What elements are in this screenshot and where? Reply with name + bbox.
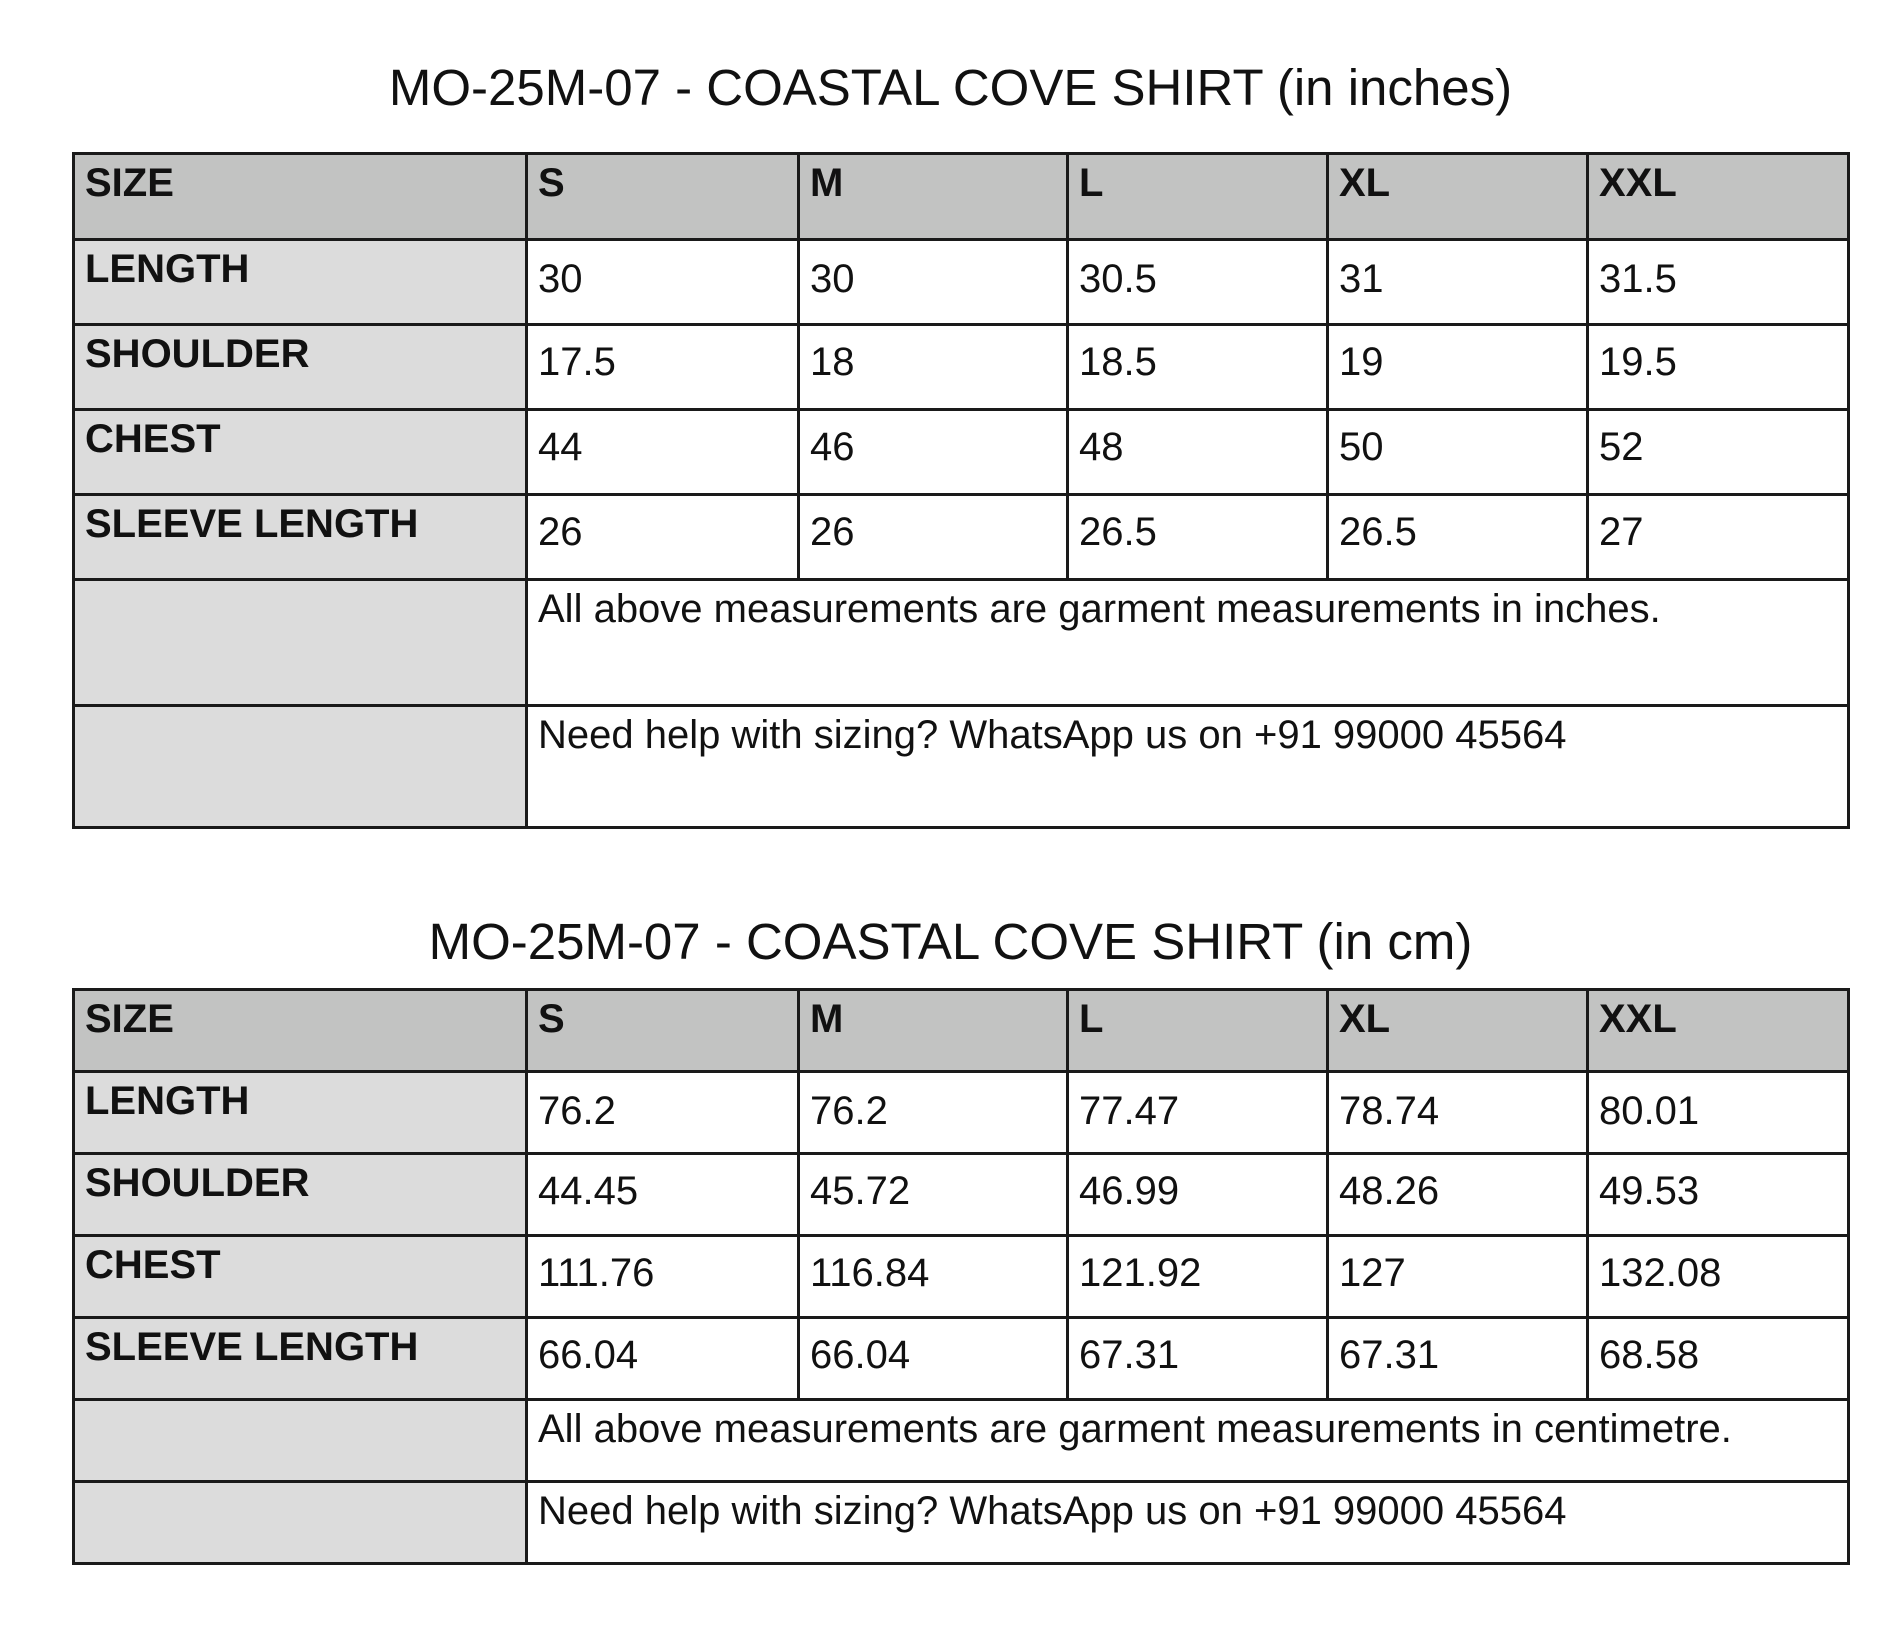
table-cell: 76.2 <box>799 1072 1068 1154</box>
size-table-inches <box>72 152 1850 829</box>
table-row-length <box>74 240 1849 325</box>
header-cell-xxl: XXL <box>1588 154 1849 240</box>
header-cell-s: S <box>527 154 799 240</box>
table-cell: 111.76 <box>527 1236 799 1318</box>
table-cell: 19 <box>1328 325 1588 410</box>
table-cell: 67.31 <box>1068 1318 1328 1400</box>
table-cell: 48 <box>1068 410 1328 495</box>
table-cell: 26.5 <box>1328 495 1588 580</box>
table-cell: 52 <box>1588 410 1849 495</box>
table-cell: 80.01 <box>1588 1072 1849 1154</box>
table-row-chest <box>74 1236 1849 1318</box>
header-cell-s: S <box>527 990 799 1072</box>
table-cell: 26 <box>527 495 799 580</box>
sizing-help-note: Need help with sizing? WhatsApp us on +91 99000 45564 <box>527 706 1849 828</box>
table-cell: 30 <box>527 240 799 325</box>
table-cell: 46.99 <box>1068 1154 1328 1236</box>
chart-title-inches: MO-25M-07 - COASTAL COVE SHIRT (in inches) <box>388 59 1513 116</box>
table-cell: 78.74 <box>1328 1072 1588 1154</box>
table-cell: 18.5 <box>1068 325 1328 410</box>
measurement-note: All above measurements are garment measurements in centimetre. <box>527 1400 1849 1482</box>
table-cell: 31.5 <box>1588 240 1849 325</box>
size-table-cm <box>72 988 1850 1565</box>
table-row-help <box>74 1482 1849 1564</box>
note-label-cell <box>74 1400 527 1482</box>
table-header-row <box>74 990 1849 1072</box>
table-cell: 30 <box>799 240 1068 325</box>
table-cell: 17.5 <box>527 325 799 410</box>
table-row-length <box>74 1072 1849 1154</box>
header-cell-l: L <box>1068 990 1328 1072</box>
header-cell-xxl: XXL <box>1588 990 1849 1072</box>
measurement-note: All above measurements are garment measurements in inches. <box>527 580 1849 706</box>
header-cell-xl: XL <box>1328 154 1588 240</box>
row-label: LENGTH <box>74 1072 527 1154</box>
table-cell: 49.53 <box>1588 1154 1849 1236</box>
table-cell: 26.5 <box>1068 495 1328 580</box>
table-cell: 77.47 <box>1068 1072 1328 1154</box>
table-cell: 67.31 <box>1328 1318 1588 1400</box>
table-cell: 127 <box>1328 1236 1588 1318</box>
chart-title-cm: MO-25M-07 - COASTAL COVE SHIRT (in cm) <box>428 913 1473 970</box>
table-cell: 27 <box>1588 495 1849 580</box>
sizing-help-note: Need help with sizing? WhatsApp us on +91 99000 45564 <box>527 1482 1849 1564</box>
table-cell: 45.72 <box>799 1154 1068 1236</box>
table-cell: 44 <box>527 410 799 495</box>
header-cell-size: SIZE <box>74 154 527 240</box>
table-cell: 26 <box>799 495 1068 580</box>
table-header-row <box>74 154 1849 240</box>
table-cell: 48.26 <box>1328 1154 1588 1236</box>
note-label-cell <box>74 1482 527 1564</box>
row-label: CHEST <box>74 1236 527 1318</box>
table-row-chest <box>74 410 1849 495</box>
table-cell: 132.08 <box>1588 1236 1849 1318</box>
table-cell: 66.04 <box>527 1318 799 1400</box>
table-row-shoulder <box>74 325 1849 410</box>
note-label-cell <box>74 580 527 706</box>
note-label-cell <box>74 706 527 828</box>
row-label: LENGTH <box>74 240 527 325</box>
table-cell: 116.84 <box>799 1236 1068 1318</box>
header-cell-size: SIZE <box>74 990 527 1072</box>
row-label: SLEEVE LENGTH <box>74 495 527 580</box>
table-row-help <box>74 706 1849 828</box>
header-cell-xl: XL <box>1328 990 1588 1072</box>
table-cell: 68.58 <box>1588 1318 1849 1400</box>
row-label: CHEST <box>74 410 527 495</box>
table-cell: 121.92 <box>1068 1236 1328 1318</box>
table-row-note <box>74 580 1849 706</box>
header-cell-m: M <box>799 990 1068 1072</box>
table-cell: 31 <box>1328 240 1588 325</box>
table-cell: 18 <box>799 325 1068 410</box>
table-cell: 66.04 <box>799 1318 1068 1400</box>
table-row-sleeve-length <box>74 495 1849 580</box>
row-label: SHOULDER <box>74 1154 527 1236</box>
row-label: SHOULDER <box>74 325 527 410</box>
table-cell: 44.45 <box>527 1154 799 1236</box>
table-row-sleeve-length <box>74 1318 1849 1400</box>
table-row-shoulder <box>74 1154 1849 1236</box>
table-cell: 30.5 <box>1068 240 1328 325</box>
table-cell: 76.2 <box>527 1072 799 1154</box>
table-cell: 50 <box>1328 410 1588 495</box>
header-cell-l: L <box>1068 154 1328 240</box>
row-label: SLEEVE LENGTH <box>74 1318 527 1400</box>
table-cell: 19.5 <box>1588 325 1849 410</box>
table-row-note <box>74 1400 1849 1482</box>
header-cell-m: M <box>799 154 1068 240</box>
table-cell: 46 <box>799 410 1068 495</box>
